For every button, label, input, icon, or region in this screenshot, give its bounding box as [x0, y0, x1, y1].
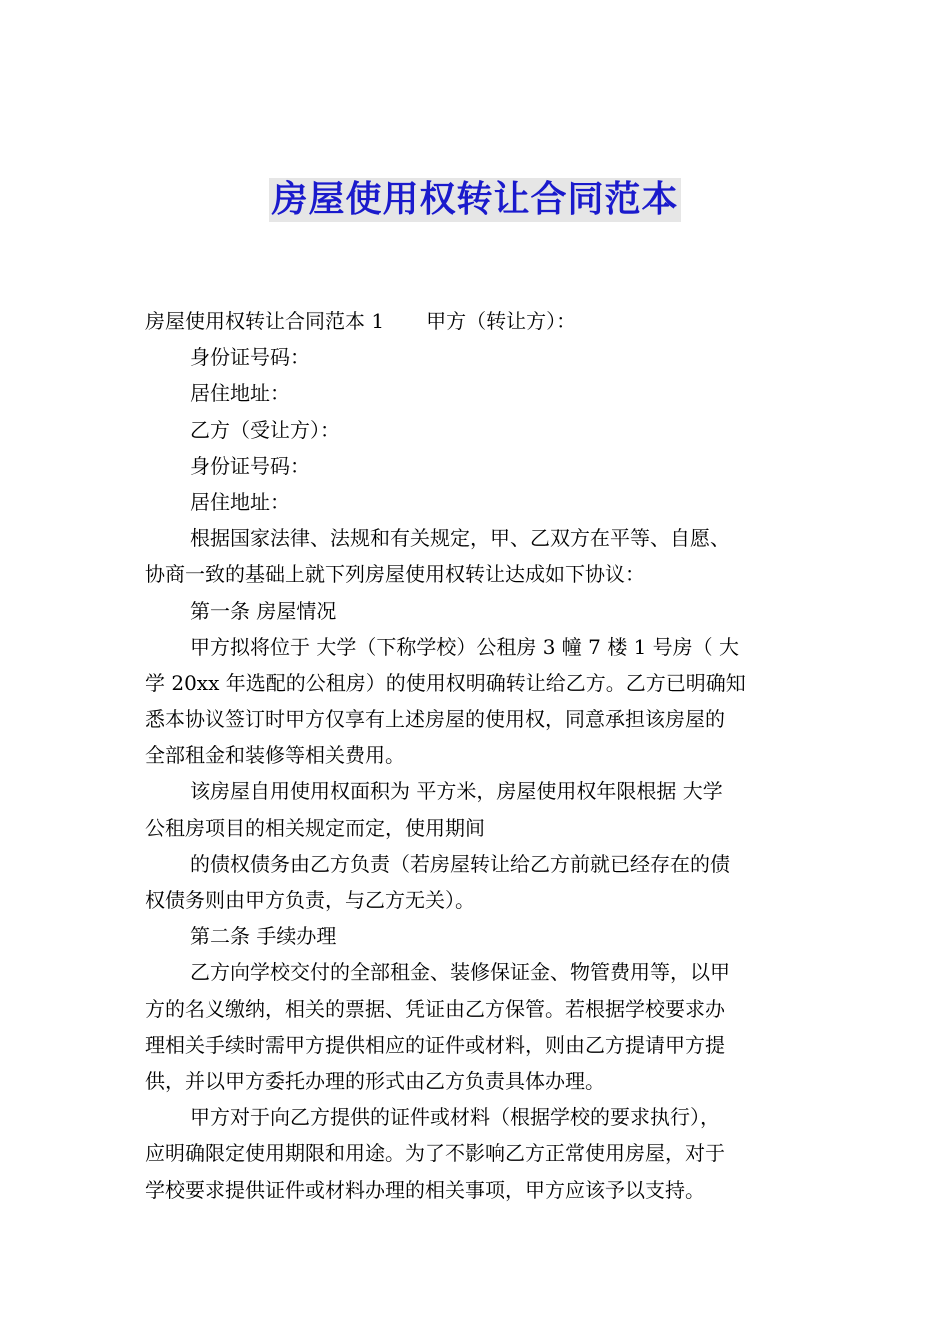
intro-line	[145, 303, 807, 339]
document-title: 房屋使用权转让合同范本	[271, 179, 679, 220]
party-a-label: 甲方（转让方）：	[426, 309, 577, 333]
text-line: 身份证号码：	[190, 345, 310, 370]
text-line: 悉本协议签订时甲方仅享有上述房屋的使用权，同意承担该房屋的	[145, 707, 725, 732]
title-container	[0, 178, 950, 222]
text-line: 权债务则由甲方负责，与乙方无关）。	[145, 888, 475, 912]
contract-heading: 房屋使用权转让合同范本 1	[145, 309, 385, 333]
text-line: 方的名义缴纳，相关的票据、凭证由乙方保管。若根据学校要求办	[145, 996, 725, 1021]
text-line: 第一条 房屋情况	[190, 598, 337, 623]
text-line: 协商一致的基础上就下列房屋使用权转让达成如下协议：	[145, 562, 645, 587]
text-line: 理相关手续时需甲方提供相应的证件或材料，则由乙方提请甲方提	[145, 1032, 725, 1057]
text-line: 乙方向学校交付的全部租金、装修保证金、物管费用等，以甲	[190, 960, 730, 985]
document-body	[145, 303, 807, 1208]
text-line: 根据国家法律、法规和有关规定，甲、乙双方在平等、自愿、	[190, 526, 730, 551]
text-line: 身份证号码：	[190, 453, 310, 478]
text-line: 第二条 手续办理	[190, 924, 337, 949]
text-line: 全部租金和装修等相关费用。	[145, 743, 405, 768]
text-line: 乙方（受让方）：	[190, 417, 340, 442]
text-line: 学 20xx 年选配的公租房）的使用权明确转让给乙方。乙方已明确知	[145, 670, 746, 695]
text-line: 甲方拟将位于 大学（下称学校）公租房 3 幢 7 楼 1 号房（ 大	[190, 634, 740, 659]
text-line: 甲方对于向乙方提供的证件或材料（根据学校的要求执行），	[190, 1105, 720, 1130]
text-line: 应明确限定使用期限和用途。为了不影响乙方正常使用房屋，对于	[145, 1141, 725, 1166]
text-line: 该房屋自用使用权面积为 平方米，房屋使用权年限根据 大学	[190, 779, 723, 804]
text-line: 学校要求提供证件或材料办理的相关事项，甲方应该予以支持。	[145, 1177, 705, 1202]
contract-lines	[145, 339, 807, 1208]
text-line: 居住地址：	[190, 381, 290, 406]
text-line: 公租房项目的相关规定而定，使用期间	[145, 815, 485, 840]
text-line: 居住地址：	[190, 489, 290, 514]
text-line: 的债权债务由乙方负责（若房屋转让给乙方前就已经存在的债	[190, 851, 730, 876]
text-line: 供，并以甲方委托办理的形式由乙方负责具体办理。	[145, 1068, 605, 1093]
